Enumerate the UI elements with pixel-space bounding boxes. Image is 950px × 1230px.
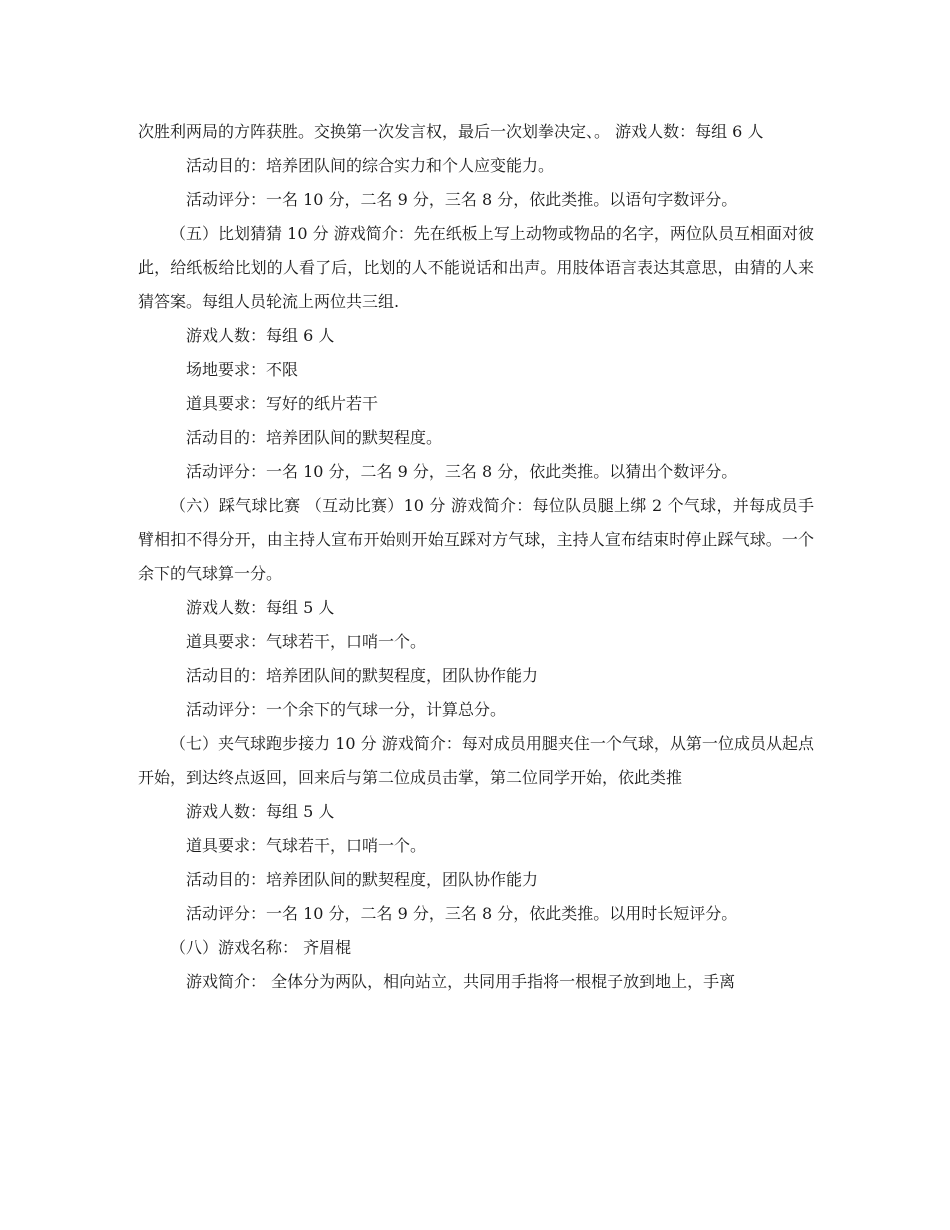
paragraph-scoring: 活动评分：一名 10 分，二名 9 分，三名 8 分，依此类推。以猜出个数评分。	[186, 462, 738, 481]
paragraph-scoring: 活动评分：一名 10 分，二名 9 分，三名 8 分，依此类推。以用时长短评分。	[186, 904, 738, 923]
paragraph-continuation: 次胜利两局的方阵获胜。交换第一次发言权，最后一次划拳决定、。 游戏人数：每组 6 人	[138, 122, 764, 141]
paragraph-venue: 场地要求：不限	[186, 360, 299, 379]
section-7-heading: （七）夹气球跑步接力 10 分 游戏简介：每对成员用腿夹住一个气球，从第一位成员从起点开始，到达终点返回，回来后与第二位成员击掌，第二位同学开始，依此类推	[138, 734, 814, 787]
document-page	[138, 115, 814, 999]
paragraph-goal: 活动目的：培养团队间的默契程度。	[186, 428, 443, 447]
paragraph-players: 游戏人数：每组 5 人	[186, 802, 335, 821]
paragraph-goal: 活动目的：培养团队间的综合实力和个人应变能力。	[186, 156, 555, 175]
paragraph-props: 道具要求：气球若干，口哨一个。	[186, 836, 427, 855]
paragraph-goal: 活动目的：培养团队间的默契程度，团队协作能力	[186, 870, 539, 889]
section-6-heading: （六）踩气球比赛 （互动比赛）10 分 游戏简介：每位队员腿上绑 2 个气球，并每成员手臂相扣不得分开，由主持人宣布开始则开始互踩对方气球，主持人宣布结束时停止踩气球。一个余下的气球算一分。	[138, 496, 814, 583]
paragraph-players: 游戏人数：每组 6 人	[186, 326, 335, 345]
paragraph-props: 道具要求：气球若干，口哨一个。	[186, 632, 427, 651]
paragraph-props: 道具要求：写好的纸片若干	[186, 394, 379, 413]
paragraph-intro: 游戏简介： 全体分为两队，相向站立，共同用手指将一根棍子放到地上，手离	[186, 972, 736, 991]
paragraph-players: 游戏人数：每组 5 人	[186, 598, 335, 617]
section-5-heading: （五）比划猜猜 10 分 游戏简介：先在纸板上写上动物或物品的名字，两位队员互相面对彼此，给纸板给比划的人看了后，比划的人不能说话和出声。用肢体语言表达其意思，由猜的人来猜答案。每组人员轮流上两位共三组.	[138, 224, 814, 311]
paragraph-scoring: 活动评分：一个余下的气球一分，计算总分。	[186, 700, 507, 719]
section-8-heading: （八）游戏名称： 齐眉棍	[170, 938, 352, 957]
paragraph-scoring: 活动评分：一名 10 分，二名 9 分，三名 8 分，依此类推。以语句字数评分。	[186, 190, 738, 209]
paragraph-goal: 活动目的：培养团队间的默契程度，团队协作能力	[186, 666, 539, 685]
